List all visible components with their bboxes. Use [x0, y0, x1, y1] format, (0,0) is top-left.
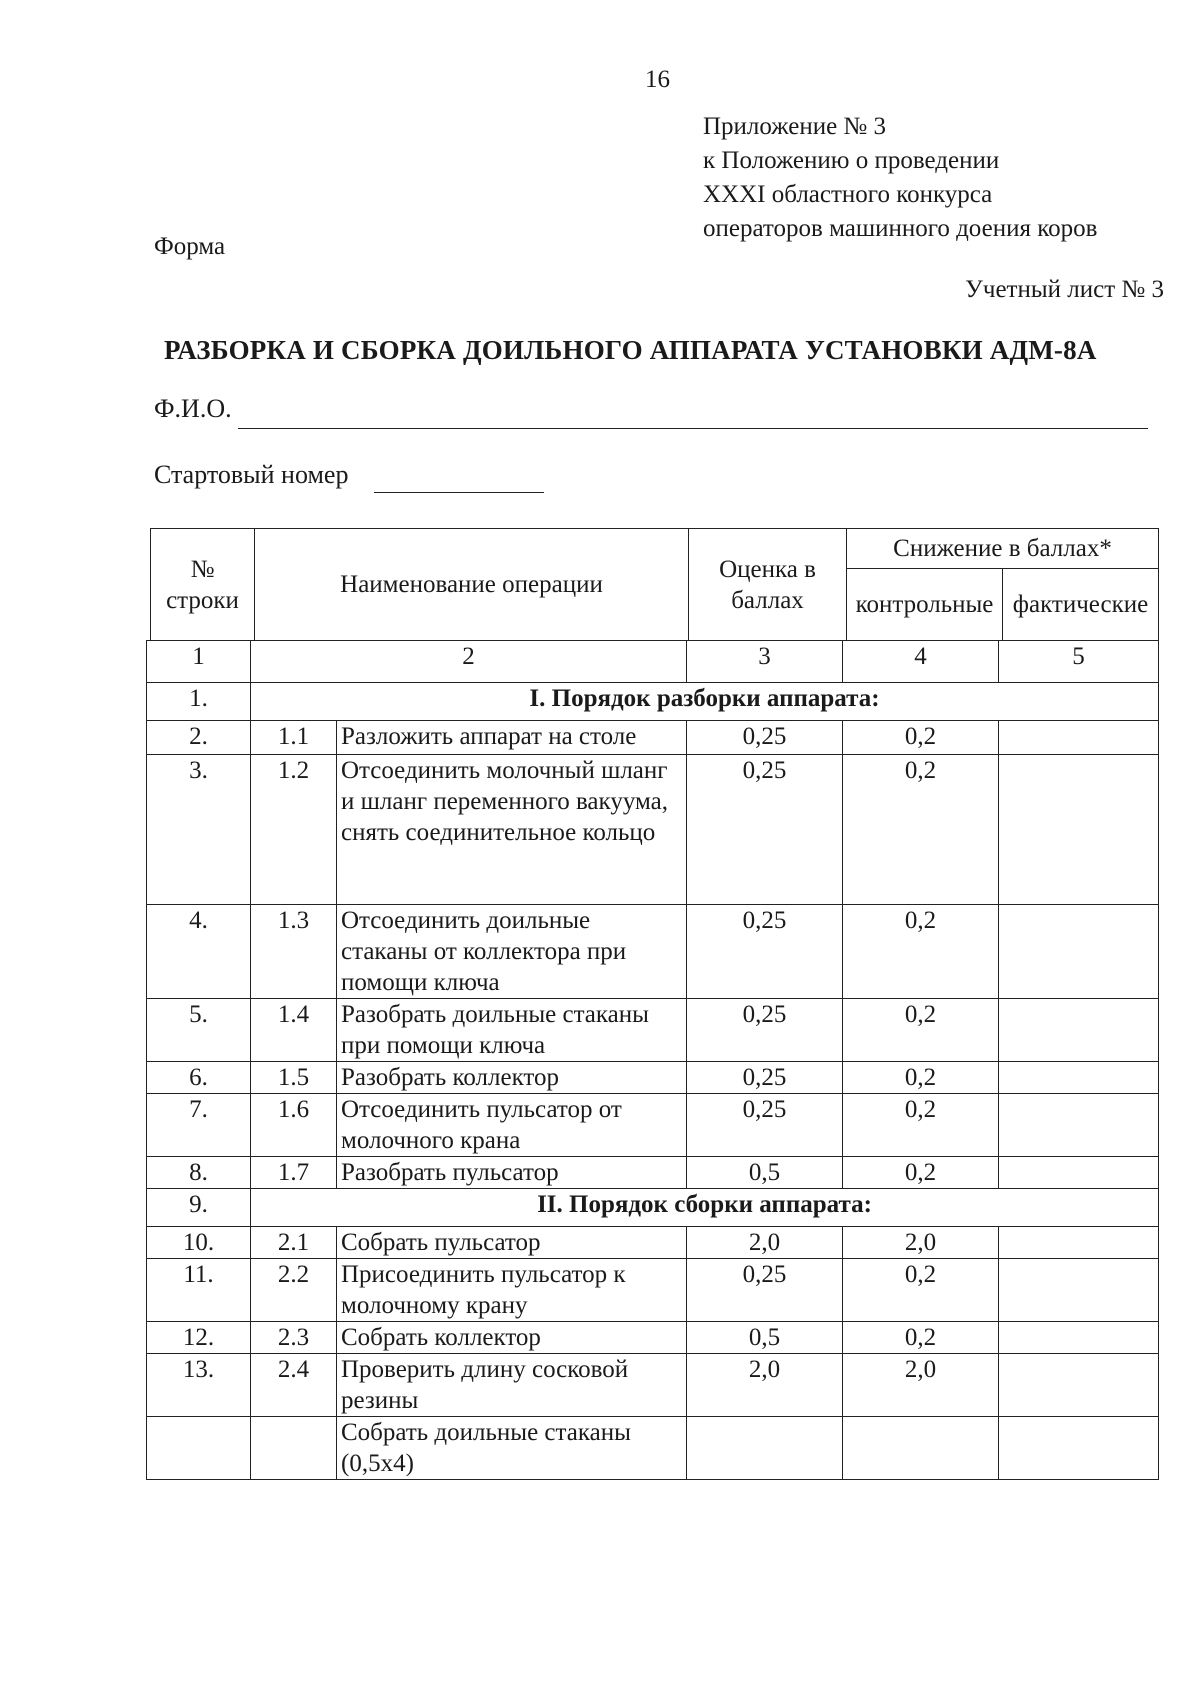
header-row-number: № строки: [151, 529, 255, 641]
actual-reduction-cell[interactable]: [999, 1354, 1159, 1417]
row-number: 10.: [147, 1227, 251, 1259]
actual-reduction-cell[interactable]: [999, 1322, 1159, 1354]
operation-code: 1.6: [251, 1094, 337, 1157]
actual-reduction-cell[interactable]: [999, 721, 1159, 755]
control-reduction: 0,2: [843, 999, 999, 1062]
actual-reduction-cell[interactable]: [999, 999, 1159, 1062]
table-row: [147, 1227, 1159, 1259]
control-reduction: 0,2: [843, 1322, 999, 1354]
row-number: 2.: [147, 721, 251, 755]
actual-reduction-cell[interactable]: [999, 905, 1159, 999]
operation-code: 1.2: [251, 755, 337, 905]
score-table: [146, 640, 1159, 1480]
row-number: 5.: [147, 999, 251, 1062]
row-number: [147, 1417, 251, 1480]
score-value: 0,5: [687, 1157, 843, 1189]
section-row: [147, 1189, 1159, 1227]
control-reduction: 0,2: [843, 755, 999, 905]
control-reduction: 0,2: [843, 721, 999, 755]
score-value: 0,25: [687, 1062, 843, 1094]
operation-code: 1.3: [251, 905, 337, 999]
actual-reduction-cell[interactable]: [999, 1157, 1159, 1189]
header-table: [150, 528, 1159, 641]
operation-code: 1.1: [251, 721, 337, 755]
section-title: I. Порядок разборки аппарата:: [251, 683, 1159, 721]
column-number: 4: [843, 641, 999, 683]
operation-name: Проверить длину сосковой резины: [337, 1354, 687, 1417]
operation-code: 1.4: [251, 999, 337, 1062]
operation-name: Разобрать коллектор: [337, 1062, 687, 1094]
control-reduction: 0,2: [843, 1094, 999, 1157]
score-value: [687, 1417, 843, 1480]
control-reduction: 0,2: [843, 1157, 999, 1189]
row-number: 6.: [147, 1062, 251, 1094]
column-number: 5: [999, 641, 1159, 683]
header-score: Оценка в баллах: [689, 529, 847, 641]
operation-code: 1.7: [251, 1157, 337, 1189]
table-row: [147, 1259, 1159, 1322]
score-value: 0,25: [687, 1259, 843, 1322]
table-row: [147, 1417, 1159, 1480]
header-control: контрольные: [847, 569, 1003, 641]
row-number: 11.: [147, 1259, 251, 1322]
fio-label: Ф.И.О.: [154, 394, 232, 423]
table-row: [147, 1062, 1159, 1094]
header-reduction: Снижение в баллах*: [847, 529, 1159, 569]
row-number: 3.: [147, 755, 251, 905]
actual-reduction-cell[interactable]: [999, 1094, 1159, 1157]
page-number: 16: [645, 66, 670, 93]
control-reduction: 0,2: [843, 1062, 999, 1094]
row-number: 12.: [147, 1322, 251, 1354]
section-title: II. Порядок сборки аппарата:: [251, 1189, 1159, 1227]
column-number: 2: [251, 641, 687, 683]
control-reduction: [843, 1417, 999, 1480]
operation-name: Разложить аппарат на столе: [337, 721, 687, 755]
column-number: 1: [147, 641, 251, 683]
control-reduction: 0,2: [843, 1259, 999, 1322]
operation-name: Отсоединить пульсатор от молочного крана: [337, 1094, 687, 1157]
section-row: [147, 683, 1159, 721]
row-number: 1.: [147, 683, 251, 721]
header-actual: фактические: [1003, 569, 1159, 641]
operation-code: 2.4: [251, 1354, 337, 1417]
appendix-line: XXXI областного конкурса: [703, 181, 993, 208]
header-operation: Наименование операции: [255, 529, 689, 641]
table-row: [147, 755, 1159, 905]
appendix-block: [703, 110, 1097, 246]
control-reduction: 2,0: [843, 1354, 999, 1417]
operation-code: 2.1: [251, 1227, 337, 1259]
row-number: 7.: [147, 1094, 251, 1157]
table-row: [147, 1094, 1159, 1157]
table-row: [147, 721, 1159, 755]
operation-code: [251, 1417, 337, 1480]
actual-reduction-cell[interactable]: [999, 755, 1159, 905]
control-reduction: 0,2: [843, 905, 999, 999]
score-value: 2,0: [687, 1227, 843, 1259]
start-number-label: Стартовый номер: [154, 460, 349, 489]
score-value: 0,25: [687, 1094, 843, 1157]
operation-name: Собрать доильные стаканы (0,5х4): [337, 1417, 687, 1480]
actual-reduction-cell[interactable]: [999, 1062, 1159, 1094]
actual-reduction-cell[interactable]: [999, 1417, 1159, 1480]
table-row: [147, 905, 1159, 999]
row-number: 13.: [147, 1354, 251, 1417]
appendix-line: Приложение № 3: [703, 113, 887, 140]
actual-reduction-cell[interactable]: [999, 1259, 1159, 1322]
sheet-label: Учетный лист № 3: [965, 276, 1164, 303]
table-row: [147, 999, 1159, 1062]
table-row: [147, 1322, 1159, 1354]
row-number: 4.: [147, 905, 251, 999]
score-value: 0,25: [687, 721, 843, 755]
score-value: 2,0: [687, 1354, 843, 1417]
score-value: 0,25: [687, 999, 843, 1062]
operation-name: Присоединить пульсатор к молочному крану: [337, 1259, 687, 1322]
document-title: РАЗБОРКА И СБОРКА ДОИЛЬНОГО АППАРАТА УСТАНОВКИ АДМ-8А: [164, 335, 1097, 365]
table-row: [147, 1157, 1159, 1189]
column-number: 3: [687, 641, 843, 683]
appendix-line: к Положению о проведении: [703, 147, 1000, 174]
score-value: 0,5: [687, 1322, 843, 1354]
operation-name: Отсоединить доильные стаканы от коллектора при помощи ключа: [337, 905, 687, 999]
operation-name: Собрать пульсатор: [337, 1227, 687, 1259]
row-number: 8.: [147, 1157, 251, 1189]
fio-field[interactable]: [238, 428, 1148, 429]
form-label: Форма: [154, 233, 226, 260]
row-number: 9.: [147, 1189, 251, 1227]
control-reduction: 2,0: [843, 1227, 999, 1259]
score-value: 0,25: [687, 755, 843, 905]
score-value: 0,25: [687, 905, 843, 999]
table-row: [147, 1354, 1159, 1417]
actual-reduction-cell[interactable]: [999, 1227, 1159, 1259]
operation-name: Разобрать доильные стаканы при помощи ключа: [337, 999, 687, 1062]
appendix-line: операторов машинного доения коров: [703, 215, 1098, 242]
operation-name: Отсоединить молочный шланг и шланг переменного вакуума, снять соединительное кольцо: [337, 755, 687, 905]
column-number-row: [147, 641, 1159, 683]
operation-code: 2.3: [251, 1322, 337, 1354]
operation-code: 2.2: [251, 1259, 337, 1322]
operation-name: Разобрать пульсатор: [337, 1157, 687, 1189]
operation-code: 1.5: [251, 1062, 337, 1094]
operation-name: Собрать коллектор: [337, 1322, 687, 1354]
start-number-field[interactable]: [374, 492, 544, 493]
